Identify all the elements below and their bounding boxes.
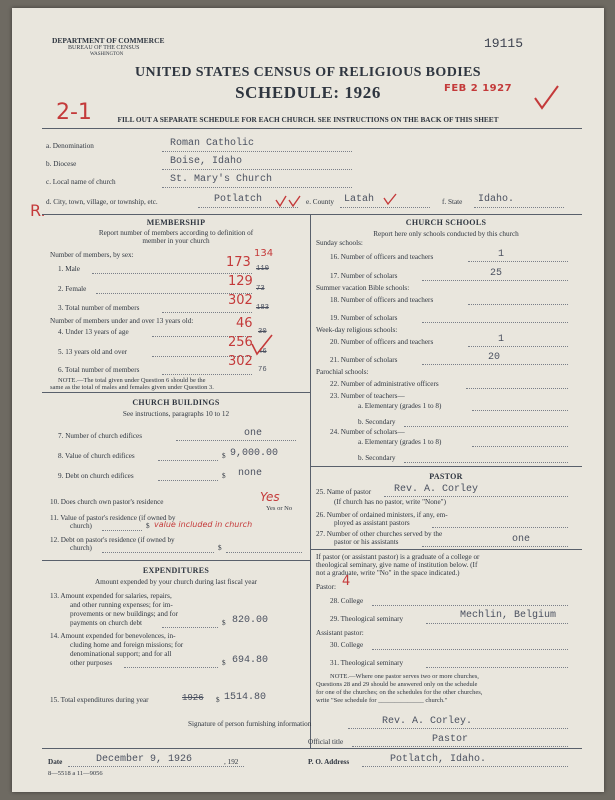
q15-year: 1926: [182, 693, 204, 703]
q24-label: 24. Number of scholars—: [330, 428, 405, 436]
summer-schools-label: Summer vacation Bible schools:: [316, 284, 410, 292]
q20-value: 1: [498, 334, 505, 345]
q2-female-typed: 73: [256, 285, 265, 293]
q15-dollar-sign: $: [216, 696, 220, 704]
q1-male-handwritten-alt: 134: [254, 248, 274, 259]
handwritten-reference-mark: 2-1: [56, 100, 92, 125]
q6-total-handwritten: 302: [228, 354, 253, 369]
bureau-line: BUREAU OF THE CENSUS: [68, 45, 140, 51]
q16-label: 16. Number of officers and teachers: [330, 253, 434, 261]
q9-debt-label: 9. Debt on church edifices: [58, 472, 134, 480]
state-label: f. State: [442, 198, 463, 206]
date-value: December 9, 1926: [96, 754, 193, 765]
q14-dollar-sign: $: [222, 659, 226, 667]
q25-note: (If church has no pastor, write "None"): [334, 498, 446, 506]
q13-line-2: and other running expenses; for im-: [70, 601, 173, 609]
q12-debt-label-cont: church): [70, 544, 92, 552]
po-address-label: P. O. Address: [308, 758, 350, 766]
census-schedule-sheet: [12, 8, 604, 792]
q15-value: 1514.80: [224, 692, 267, 703]
pastor-section-title: PASTOR: [429, 472, 463, 481]
q11-value-note: value included in church: [154, 520, 253, 529]
city-value: Potlatch: [214, 194, 263, 205]
official-title-value: Pastor: [432, 734, 469, 745]
q29-value: Mechlin, Belgium: [460, 610, 557, 621]
q4-under-13-handwritten: 46: [236, 316, 253, 331]
q21-label: 21. Number of scholars: [330, 356, 398, 364]
city-label: d. City, town, village, or township, etc.: [46, 198, 158, 206]
q30-label: 30. College: [330, 641, 364, 649]
membership-intro: Report number of members according to definition of: [98, 229, 254, 237]
q3-total-handwritten: 302: [228, 293, 253, 308]
washington-line: WASHINGTON: [90, 52, 124, 57]
q13-dollar-sign: $: [222, 619, 226, 627]
members-by-sex-label: Number of members, by sex:: [50, 251, 134, 259]
q26-label-cont: ployed as assistant pastors: [334, 519, 410, 527]
q12-debt-label: 12. Debt on pastor's residence (if owned by: [50, 536, 175, 544]
q3-total-typed: 183: [256, 304, 269, 312]
q10-hint: Yes or No: [266, 505, 293, 512]
q20-label: 20. Number of officers and teachers: [330, 338, 434, 346]
form-subtitle: SCHEDULE: 1926: [235, 83, 381, 102]
q17-label: 17. Number of scholars: [330, 272, 398, 280]
graduate-instruction-end: not a graduate, write "No" in the space indicated.): [316, 569, 460, 577]
q6-total-label: 6. Total number of members: [58, 366, 140, 374]
age-breakdown-label: Number of members under and over 13 years old:: [50, 317, 194, 325]
diocese-label: b. Diocese: [46, 160, 77, 168]
q11-dollar-sign: $: [146, 522, 150, 530]
check-mark-icon: [250, 334, 276, 358]
q4-under-13-typed: 30: [258, 328, 267, 336]
q2-female-label: 2. Female: [58, 285, 87, 293]
q27-value: one: [512, 534, 531, 545]
pastor-note-line-1: NOTE.—Where one pastor serves two or more churches,: [330, 673, 479, 680]
q25-label: 25. Name of pastor: [316, 488, 372, 496]
q27-label: 27. Number of other churches served by the: [316, 530, 443, 538]
signature-label: Signature of person furnishing information: [188, 720, 312, 728]
q17-value: 25: [490, 268, 503, 279]
q1-male-handwritten: 173: [226, 255, 251, 270]
buildings-section-title: CHURCH BUILDINGS: [132, 398, 220, 407]
q23b-label: b. Secondary: [358, 418, 396, 426]
q29-label: 29. Theological seminary: [330, 615, 404, 623]
q5-over-13-label: 5. 13 years old and over: [58, 348, 128, 356]
graduate-instruction-cont: theological seminary, give name of institution below. (If: [316, 561, 478, 569]
margin-mark: R.: [30, 201, 46, 220]
parochial-schools-label: Parochial schools:: [316, 368, 369, 376]
q27-label-cont: pastor or his assistants: [334, 538, 399, 546]
q14-value: 694.80: [232, 655, 269, 666]
q18-label: 18. Number of officers and teachers: [330, 296, 434, 304]
county-value: Latah: [344, 194, 375, 205]
schools-intro: Report here only schools conducted by this church: [373, 230, 519, 238]
received-date-stamp: FEB 2 1927: [444, 83, 513, 94]
pastor-subheading: Pastor:: [316, 583, 336, 591]
po-address-value: Potlatch, Idaho.: [390, 754, 487, 765]
q11-value-label: 11. Value of pastor's residence (if owned by: [50, 514, 176, 522]
q13-line-4: payments on church debt: [70, 619, 143, 627]
q15-total-label: 15. Total expenditures during year: [50, 696, 149, 704]
q24a-label: a. Elementary (grades 1 to 8): [358, 438, 442, 446]
q13-line-1: 13. Amount expended for salaries, repairs,: [50, 592, 172, 600]
membership-note: NOTE.—The total given under Question 6 should be the: [58, 377, 206, 384]
sunday-schools-label: Sunday schools:: [316, 239, 363, 247]
membership-intro-cont: member in your church: [142, 237, 210, 245]
check-mark-icon: [532, 84, 562, 114]
q3-total-label: 3. Total number of members: [58, 304, 140, 312]
q14-line-4: other purposes: [70, 659, 113, 667]
q31-label: 31. Theological seminary: [330, 659, 404, 667]
q10-residence-label: 10. Does church own pastor's residence: [50, 498, 164, 506]
q7-edifices-label: 7. Number of church edifices: [58, 432, 143, 440]
check-mark-icon: [274, 194, 304, 208]
q9-debt-value: none: [238, 468, 263, 479]
q9-dollar-sign: $: [222, 472, 226, 480]
denomination-label: a. Denomination: [46, 142, 94, 150]
graduate-instruction: If pastor (or assistant pastor) is a graduate of a college or: [316, 553, 480, 561]
check-mark-icon: [382, 192, 398, 206]
expenditures-subtitle: Amount expended by your church during last fiscal year: [94, 578, 258, 586]
form-title: UNITED STATES CENSUS OF RELIGIOUS BODIES: [134, 65, 481, 80]
assistant-pastor-subheading: Assistant pastor:: [316, 629, 364, 637]
form-code: 8—5518 a 11—9056: [48, 770, 103, 777]
pastor-note-line-4: write "See schedule for ______________ church.": [316, 697, 448, 704]
q16-value: 1: [498, 249, 505, 260]
q23-label: 23. Number of teachers—: [330, 392, 405, 400]
q1-male-typed: 110: [256, 265, 269, 273]
membership-section-title: MEMBERSHIP: [146, 218, 206, 227]
pastor-note-line-3: for one of the churches; on the schedules for the other churches,: [316, 689, 483, 696]
q14-line-1: 14. Amount expended for benevolences, in-: [50, 632, 176, 640]
q23a-label: a. Elementary (grades 1 to 8): [358, 402, 442, 410]
serial-number: 19115: [484, 36, 524, 51]
q2-female-handwritten: 129: [228, 274, 253, 289]
q13-line-3: provements or new buildings; and for: [70, 610, 178, 618]
q14-line-2: cluding home and foreign missions; for: [70, 641, 184, 649]
q13-value: 820.00: [232, 615, 269, 626]
official-title-label: Official title: [308, 738, 344, 746]
schools-section-title: CHURCH SCHOOLS: [405, 218, 487, 227]
county-label: e. County: [306, 198, 334, 206]
q6-total-typed: 76: [258, 366, 267, 374]
q19-label: 19. Number of scholars: [330, 314, 398, 322]
q5-over-13-handwritten: 256: [228, 335, 253, 350]
q12-dollar-sign: $: [218, 544, 222, 552]
q25-value: Rev. A. Corley: [394, 484, 479, 495]
date-suffix: , 192: [224, 758, 239, 766]
date-label: Date: [48, 758, 63, 766]
pastor-handwritten-mark: 4: [342, 574, 351, 589]
expenditures-section-title: EXPENDITURES: [142, 566, 210, 575]
state-value: Idaho.: [478, 194, 515, 205]
q22-label: 22. Number of administrative officers: [330, 380, 439, 388]
q11-value-label-cont: church): [70, 522, 92, 530]
q8-value: 9,000.00: [230, 448, 279, 459]
q14-line-3: denominational support; and for all: [70, 650, 172, 658]
q5-over-13-typed: 46: [258, 348, 267, 356]
q21-value: 20: [488, 352, 501, 363]
denomination-value: Roman Catholic: [170, 138, 255, 149]
q28-label: 28. College: [330, 597, 364, 605]
instruction-banner: FILL OUT A SEPARATE SCHEDULE FOR EACH CHURCH. SEE INSTRUCTIONS ON THE BACK OF THIS SHEET: [117, 115, 499, 124]
church-name-label: c. Local name of church: [46, 178, 116, 186]
q4-under-13-label: 4. Under 13 years of age: [58, 328, 129, 336]
buildings-subtitle: See instructions, paragraphs 10 to 12: [122, 410, 230, 418]
diocese-value: Boise, Idaho: [170, 156, 243, 167]
q1-male-label: 1. Male: [58, 265, 80, 273]
signature-value: Rev. A. Corley.: [382, 716, 473, 727]
q7-edifices-value: one: [244, 428, 263, 439]
q8-dollar-sign: $: [222, 452, 226, 460]
weekday-schools-label: Week-day religious schools:: [316, 326, 398, 334]
q26-label: 26. Number of ordained ministers, if any, em-: [316, 511, 448, 519]
q24b-label: b. Secondary: [358, 454, 396, 462]
q10-residence-value: Yes: [260, 490, 280, 504]
department-line: DEPARTMENT OF COMMERCE: [52, 36, 165, 45]
membership-note-cont: same as the total of males and females given under Question 3.: [50, 384, 214, 391]
church-name-value: St. Mary's Church: [170, 174, 273, 185]
pastor-note-line-2: Questions 28 and 29 should be answered only on the schedule: [316, 681, 478, 688]
q8-value-label: 8. Value of church edifices: [58, 452, 135, 460]
